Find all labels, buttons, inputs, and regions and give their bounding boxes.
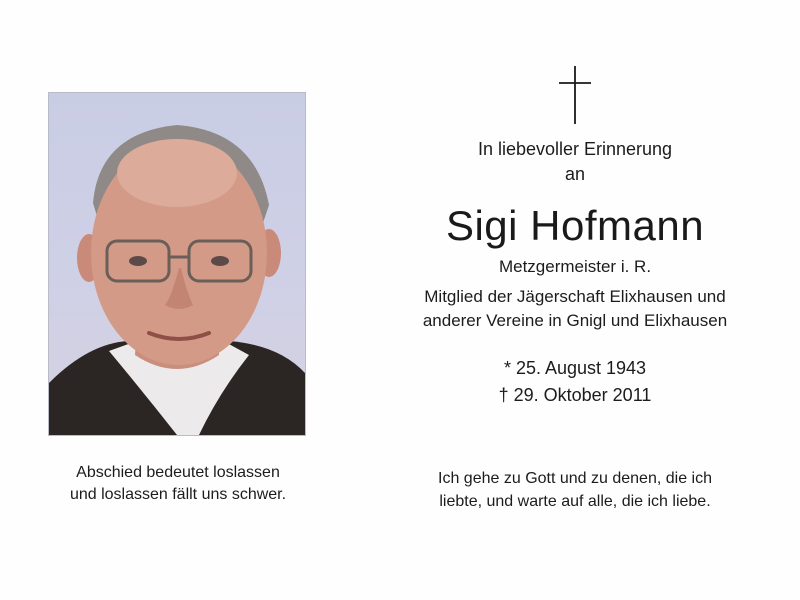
farewell-line-1: Abschied bedeutet loslassen (76, 464, 280, 481)
memorial-intro (380, 137, 770, 187)
profession-title: Metzgermeister i. R. (498, 257, 652, 276)
intro-line-1: In liebevoller Erinnerung (477, 139, 673, 159)
quote-line-1: Ich gehe zu Gott und zu denen, die ich (438, 470, 712, 487)
cross-icon (559, 66, 591, 124)
portrait-photo (48, 92, 306, 436)
closing-quote (380, 467, 770, 513)
portrait-illustration (49, 93, 305, 435)
quote-line-2: liebte, und warte auf alle, die ich liebe. (439, 493, 711, 510)
life-dates (380, 355, 770, 409)
farewell-line-2: und loslassen fällt uns schwer. (69, 486, 287, 503)
death-date: † 29. Oktober 2011 (498, 385, 652, 405)
birth-date: * 25. August 1943 (503, 358, 647, 378)
deceased-name: Sigi Hofmann (445, 202, 705, 249)
farewell-caption (30, 462, 326, 506)
membership-text (380, 285, 770, 333)
membership-line-2: anderer Vereine in Gnigl und Elixhausen (422, 311, 728, 330)
membership-line-1: Mitglied der Jägerschaft Elixhausen und (424, 287, 726, 306)
intro-line-2: an (564, 164, 586, 184)
